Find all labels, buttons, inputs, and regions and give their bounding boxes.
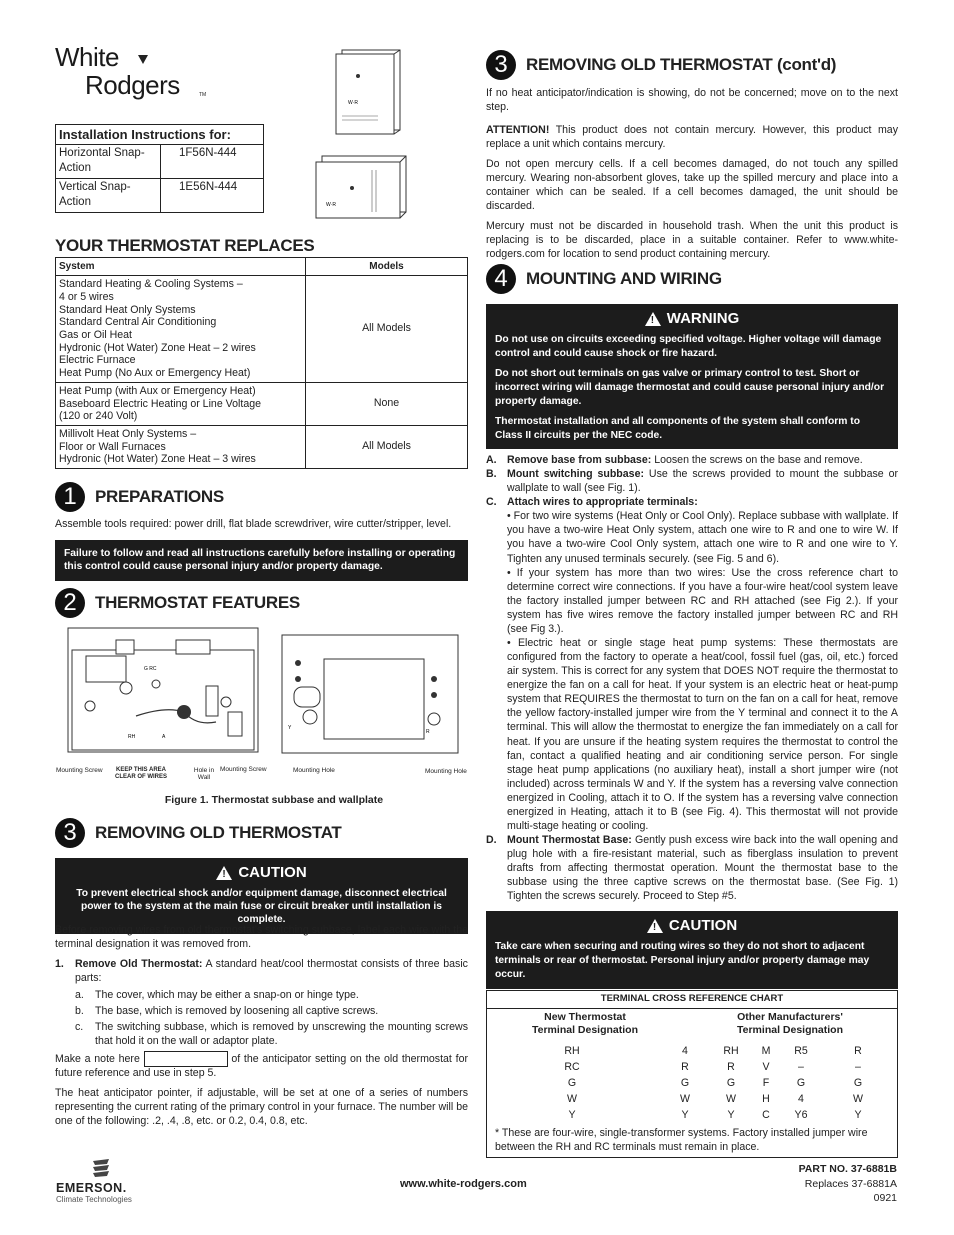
col-models: Models xyxy=(306,258,468,276)
step-d: D. Mount Thermostat Base: Gently push excess wire back into the wall opening and plug hole with a fire-resistant material, such as fiberglass insulation to prevent drafts from affecting thermostat operation. Mount the thermostat base to the subbase using the three captive screws on the thermostat base. (See Fig. 1) Tighten the screws securely. Proceed to Step #5. xyxy=(486,834,898,903)
fig-label-mounting-hole-2: Mounting Hole xyxy=(425,768,467,775)
system-line: Floor or Wall Furnaces xyxy=(59,440,166,453)
chart-header: New Thermostat xyxy=(544,1010,626,1023)
table-row: RH 4 RH M R5 R xyxy=(564,1044,862,1057)
footer-part xyxy=(760,1162,897,1206)
caution-text: Take care when securing and routing wires so they do not short to adjacent terminals or rear of thermostat. Personal injury and/or property damage may occur. xyxy=(495,941,870,981)
replaces-table xyxy=(55,257,468,469)
svg-text:W·R: W·R xyxy=(326,202,336,208)
item-number: 1. xyxy=(55,957,64,970)
step-c-bullet-2: • If your system has more than two wires: Use the cross reference chart to determine correct wire connections. If you have a four-wire heat/cool system leave the factory installed jumper between RC and RH attached (see Fig 2.). If your system has five wires remove the factory installed jumper between RC and RH (see Fig 3.). xyxy=(507,566,898,635)
system-line: Gas or Oil Heat xyxy=(59,329,133,341)
replaces-part: Replaces 37-6881A xyxy=(804,1177,897,1190)
table-row xyxy=(56,425,468,468)
install-type: Vertical Snap-Action xyxy=(56,178,161,212)
table-row: G G G F G G xyxy=(567,1076,863,1089)
table-row: RC R R V – – xyxy=(564,1060,861,1073)
thermostat-vertical-illustration xyxy=(328,46,406,136)
date-code: 0921 xyxy=(873,1192,897,1205)
chart-footnote: * These are four-wire, single-transformer systems. Factory installed jumper wire between the RH and RC terminals must remain in place. xyxy=(495,1126,868,1153)
note-suffix: of the anticipator setting on the old thermostat for future reference and use in step 5. xyxy=(55,1052,468,1079)
chart-header: Other Manufacturers' xyxy=(737,1010,843,1023)
models-cell: All Models xyxy=(306,425,468,468)
step-number: 3 xyxy=(486,50,516,80)
emerson-wordmark: EMERSON. xyxy=(56,1181,127,1195)
caution-title: CAUTION xyxy=(668,917,738,934)
table-row: Y Y Y C Y6 Y xyxy=(568,1108,862,1121)
system-line: Standard Heat Only Systems xyxy=(59,303,196,316)
emerson-logo xyxy=(56,1156,166,1206)
list-item: b. The base, which is removed by loosening all captive screws. xyxy=(75,1004,379,1017)
sec3b-p2: Do not open mercury cells. If a cell becomes damaged, do not touch any spilled mercury. Wearing non-absorbent gloves, take up the spilled mercury and place into a container which can be sealed. If a cell becomes damaged, the unit should be discarded. xyxy=(486,157,898,212)
caution-text: To prevent electrical shock and/or equipment damage, disconnect electrical power to the system at the main fuse or circuit breaker until installation is complete. xyxy=(76,887,447,926)
svg-text:G RC: G RC xyxy=(144,666,157,672)
figure-caption: Figure 1. Thermostat subbase and wallplate xyxy=(164,794,384,806)
install-row xyxy=(56,145,264,178)
step-number: 1 xyxy=(55,482,85,512)
step-c-bullet-1: • For two wire systems (Heat Only or Cool Only). Replace subbase with wallplate. If you have a two-wire Heat Only system, attach one wire to R and one to wire W. If you have a two-wire Cool Only system, attach one wire to R and one wire to Y. Tighten any unused terminals securely. (see Fig. 5 and 6). xyxy=(507,510,898,565)
system-line: Electric Furnace xyxy=(59,354,136,367)
svg-text:W·R: W·R xyxy=(348,100,358,106)
attention-text: This product does not contain mercury. However, this product may replace a unit which contains mercury. xyxy=(486,123,898,150)
system-line: Millivolt Heat Only Systems – xyxy=(59,427,197,440)
system-line: Heat Pump (No Aux or Emergency Heat) xyxy=(59,367,251,380)
section-title: PREPARATIONS xyxy=(95,486,224,506)
system-line: Standard Heating & Cooling Systems – xyxy=(59,278,243,291)
attention-label: ATTENTION! xyxy=(486,123,550,136)
table-row xyxy=(56,276,468,383)
list-item: c. The switching subbase, which is removed by unscrewing the mounting screws that hold it on the wall or adaptor plate. xyxy=(75,1020,468,1047)
caution-title: CAUTION xyxy=(238,864,307,881)
logo-line1: White xyxy=(55,42,119,72)
sec3b-body xyxy=(486,87,898,268)
item1-text: A standard heat/cool thermostat consists of three basic parts: xyxy=(75,957,468,984)
logo-flag-icon xyxy=(138,55,148,64)
sec3-body xyxy=(55,924,468,1135)
warning-icon: ! xyxy=(645,312,661,326)
fig-label-hole: Hole in Wall xyxy=(193,767,215,782)
svg-text:RH: RH xyxy=(128,734,136,740)
svg-text:A: A xyxy=(162,734,166,740)
step-c: C. Attach wires to appropriate terminals: xyxy=(486,496,698,509)
system-line: Hydronic (Hot Water) Zone Heat – 3 wires xyxy=(59,453,256,466)
svg-text:Y: Y xyxy=(288,725,292,731)
fig-label-mounting-screw: Mounting Screw xyxy=(56,767,103,774)
logo-tm: TM xyxy=(199,92,207,98)
step-a: A. Remove base from subbase: Loosen the screws on the base and remove. xyxy=(486,454,863,466)
warning-text-1: Do not use on circuits exceeding specified voltage. Higher voltage will damage control and could cause shock or fire hazard. xyxy=(495,334,882,360)
sec4-warning-box xyxy=(486,304,898,449)
item1-bold: Remove Old Thermostat: xyxy=(75,957,203,970)
replaces-title: YOUR THERMOSTAT REPLACES xyxy=(55,236,315,255)
warning-text-3: Thermostat installation and all components of the system shall conform to Class II circuits per the NEC code. xyxy=(495,415,861,441)
col-system: System xyxy=(56,258,306,276)
install-model: 1E56N-444 xyxy=(161,178,264,212)
step-number: 4 xyxy=(486,264,516,294)
caution-icon: ! xyxy=(647,919,663,933)
logo-line2: Rodgers xyxy=(85,70,180,100)
chart-header: Terminal Designation xyxy=(532,1024,638,1037)
system-line: Hydronic (Hot Water) Zone Heat – 2 wires xyxy=(59,341,256,354)
table-row: W W W H 4 W xyxy=(567,1092,863,1105)
section-title: REMOVING OLD THERMOSTAT xyxy=(95,822,342,842)
table-row xyxy=(56,382,468,425)
sec3-p2: The heat anticipator pointer, if adjustable, will be set at one of a series of numbers representing the current rating of the primary control in your furnace. The number will be one of the following: .2, .4, .8, etc. or 0.2, 0.4, 0.8, etc. xyxy=(55,1086,468,1127)
sec3-p1: Before removing wires from old thermostat's switching subbase, label each wire with the terminal designation it was removed from. xyxy=(55,924,468,950)
brand-logo xyxy=(55,44,215,104)
step-c-bullet-3: • Electric heat or single stage heat pump systems: These thermostats are configured from the factory to operate a heat/cool, fossil fuel (gas, oil, etc.) forced air system. This is correct for any system that DOES NOT require the thermostat to energize the fan on a call for heat. If your system is an electric heat or heat-pump system that REQUIRES the thermostat to turn on the fan on a call for heat, remove the yellow factory-installed jumper wire from the Y terminal and connect it to the A terminal. This will allow the thermostat to energize the fan immediately on a call for heat. If you are unsure if the heating system requires the thermostat to control the fan, contact a qualified heating and air conditioning service person. For single stage heat pump applications (no auxiliary heat), install a short jumper wire (not included) across terminals W and Y. If the system has a reversing valve connection energized in Cooling, attach it to O. If the system has a reversing valve connection energized in Heating, attach it to B (see Fig. 4). This thermostat will not provide multi-stage heating or cooling. xyxy=(507,637,898,833)
step-number: 2 xyxy=(55,588,85,618)
section-2-heading xyxy=(55,588,300,618)
fig-label-mounting-hole: Mounting Hole xyxy=(293,767,335,774)
install-instructions-box xyxy=(55,124,264,213)
section-title: REMOVING OLD THERMOSTAT (cont'd) xyxy=(526,54,837,74)
subbase-drawing xyxy=(66,626,260,756)
system-line: Standard Central Air Conditioning xyxy=(59,316,217,329)
note-prefix: Make a note here xyxy=(55,1052,140,1065)
terminal-chart xyxy=(486,990,898,1158)
chart-title: TERMINAL CROSS REFERENCE CHART xyxy=(487,991,897,1009)
sec4-caution-box xyxy=(486,911,898,989)
sec1-warning-box: Failure to follow and read all instructions carefully before installing or operating this control could cause personal injury and/or property damage. xyxy=(55,540,468,581)
fig-label-keep-clear: KEEP THIS AREA CLEAR OF WIRES xyxy=(115,767,167,780)
models-cell: All Models xyxy=(306,276,468,383)
step-number: 3 xyxy=(55,818,85,848)
caution-icon: ! xyxy=(216,866,232,880)
section-title: THERMOSTAT FEATURES xyxy=(95,592,300,612)
chart-header: Terminal Designation xyxy=(737,1024,843,1037)
sec3b-p3: Mercury must not be discarded in household trash. When the unit this product is replacing is to be discarded, place in a suitable container. Refer to www.white-rodgers.com for location to send product containing mercury. xyxy=(486,219,898,260)
install-type: Horizontal Snap-Action xyxy=(56,145,161,178)
footer-url[interactable]: www.white-rodgers.com xyxy=(400,1178,527,1190)
note-field[interactable] xyxy=(144,1051,228,1067)
warning-text-2: Do not short out terminals on gas valve or primary control to test. Short or incorrect wiring will damage thermostat and could cause personal injury and/or property damage. xyxy=(495,368,885,407)
part-number: PART NO. 37-6881B xyxy=(798,1163,897,1175)
system-line: (120 or 240 Volt) xyxy=(59,410,138,423)
warning-title: WARNING xyxy=(666,310,740,327)
section-1-heading xyxy=(55,482,224,512)
system-line: Baseboard Electric Heating or Line Voltage xyxy=(59,397,261,410)
thermostat-horizontal-illustration xyxy=(312,150,410,222)
fig-label-mounting-screw-2: Mounting Screw xyxy=(220,766,267,773)
section-3b-heading xyxy=(486,50,836,80)
wallplate-drawing xyxy=(280,633,460,756)
emerson-subtitle: Climate Technologies xyxy=(56,1195,132,1204)
sec4-body xyxy=(486,453,898,904)
install-box-title: Installation Instructions for: xyxy=(56,125,264,145)
section-title: MOUNTING AND WIRING xyxy=(526,268,722,288)
system-line: 4 or 5 wires xyxy=(59,290,114,303)
install-model: 1F56N-444 xyxy=(161,145,264,178)
svg-text:R: R xyxy=(426,729,430,735)
install-row xyxy=(56,178,264,212)
step-b: B. Mount switching subbase: Use the screws provided to mount the subbase or wallplate to wall (see Fig. 1). xyxy=(486,468,898,495)
emerson-mark-icon xyxy=(90,1156,112,1178)
system-line: Heat Pump (with Aux or Emergency Heat) xyxy=(59,384,256,397)
sec3-caution-box xyxy=(55,858,468,934)
sec1-text: Assemble tools required: power drill, flat blade screwdriver, wire cutter/stripper, level. xyxy=(55,518,452,530)
section-4-heading xyxy=(486,264,722,294)
models-cell: None xyxy=(306,382,468,425)
sec3b-p1: If no heat anticipator/indication is showing, do not be concerned; move on to the next step. xyxy=(486,87,898,113)
list-item: a. The cover, which may be either a snap-on or hinge type. xyxy=(75,988,359,1001)
section-3-heading xyxy=(55,818,342,848)
